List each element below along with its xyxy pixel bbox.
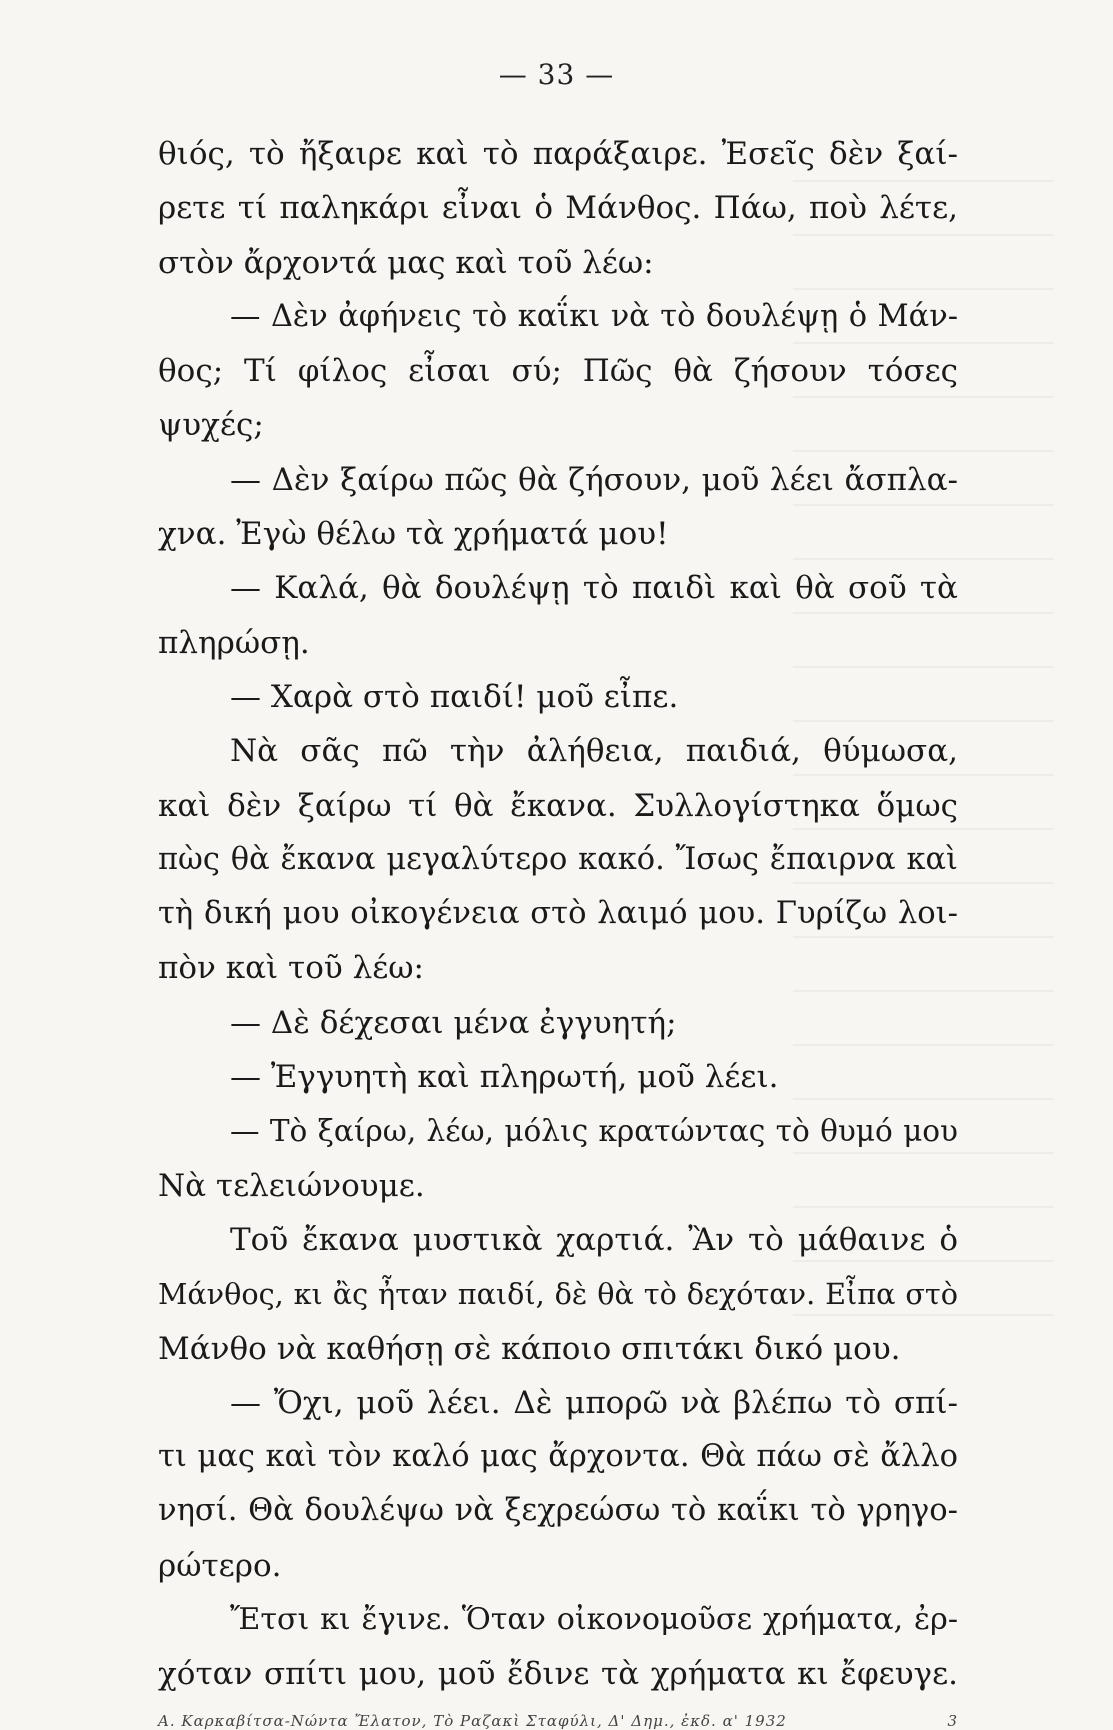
footer-signature-line bbox=[158, 1712, 958, 1730]
text-line: Τοῦ ἔκανα μυστικὰ χαρτιά. Ἂν τὸ μάθαινε ὁ bbox=[230, 1221, 958, 1258]
text-line: τι μας καὶ τὸν καλό μας ἄρχοντα. Θὰ πάω σὲ ἄλλο bbox=[158, 1439, 958, 1475]
text-line: — Χαρὰ στὸ παιδί! μοῦ εἶπε. bbox=[230, 678, 679, 715]
text-line: — Καλά, θὰ δουλέψῃ τὸ παιδὶ καὶ θὰ σοῦ τὰ bbox=[230, 570, 958, 607]
text-line: — Δὲ δέχεσαι μένα ἐγγυητή; bbox=[230, 1004, 677, 1041]
text-line: ρώτερο. bbox=[158, 1547, 282, 1584]
text-line: πὼς θὰ ἔκανα μεγαλύτερο κακό. Ἴσως ἔπαιρνα καὶ bbox=[158, 841, 958, 877]
text-line: νησί. Θὰ δουλέψω νὰ ξεχρεώσω τὸ καΐκι τὸ γρηγο- bbox=[158, 1493, 958, 1529]
text-line: — Ὄχι, μοῦ λέει. Δὲ μπορῶ νὰ βλέπω τὸ σπί- bbox=[230, 1384, 958, 1421]
text-line: χόταν σπίτι μου, μοῦ ἔδινε τὰ χρήματα κι ἔφευγε. bbox=[158, 1656, 958, 1693]
text-line: πληρώσῃ. bbox=[158, 624, 310, 661]
page-number: — 33 — bbox=[498, 58, 615, 91]
text-line: καὶ δὲν ξαίρω τί θὰ ἔκανα. Συλλογίστηκα ὅμως bbox=[158, 787, 958, 824]
text-line: χνα. Ἐγὼ θέλω τὰ χρήματά μου! bbox=[158, 516, 669, 553]
text-line: Μάνθο νὰ καθήσῃ σὲ κάποιο σπιτάκι δικό μου. bbox=[158, 1330, 901, 1367]
text-line: θιός, τὸ ἤξαιρε καὶ τὸ παράξαιρε. Ἐσεῖς δὲν ξαί- bbox=[158, 136, 958, 172]
text-line: Μάνθος, κι ἂς ἦταν παιδί, δὲ θὰ τὸ δεχόταν. Εἶπα στὸ bbox=[158, 1277, 958, 1312]
text-line: πὸν καὶ τοῦ λέω: bbox=[158, 950, 424, 987]
text-line: θος; Τί φίλος εἶσαι σύ; Πῶς θὰ ζήσουν τόσες bbox=[158, 353, 958, 390]
text-line: ρετε τί παληκάρι εἶναι ὁ Μάνθος. Πάω, ποὺ λέτε, bbox=[158, 190, 958, 227]
text-line: τὴ δική μου οἰκογένεια στὸ λαιμό μου. Γυρίζω λοι- bbox=[158, 896, 958, 932]
text-line: στὸν ἄρχοντά μας καὶ τοῦ λέω: bbox=[158, 244, 654, 281]
footer-signature: Α. Καρκαβίτσα-Νώντα Ἔλατον, Τὸ Ραζακὶ Σταφύλι, Δ' Δημ., ἐκδ. α' 1932 bbox=[158, 1712, 787, 1730]
body-text bbox=[158, 127, 958, 1702]
text-line: — Δὲν ξαίρω πῶς θὰ ζήσουν, μοῦ λέει ἄσπλα- bbox=[230, 461, 958, 498]
text-line: — Τὸ ξαίρω, λέω, μόλις κρατώντας τὸ θυμό μου bbox=[230, 1114, 958, 1149]
sheet-number: 3 bbox=[947, 1712, 958, 1730]
text-line: — Δὲν ἀφήνεις τὸ καΐκι νὰ τὸ δουλέψῃ ὁ Μάν- bbox=[230, 298, 958, 334]
text-line: Ἔτσι κι ἔγινε. Ὅταν οἰκονομοῦσε χρήματα, ἐρ- bbox=[230, 1602, 958, 1638]
text-line: Νὰ σᾶς πῶ τὴν ἀλήθεια, παιδιά, θύμωσα, bbox=[230, 733, 958, 770]
text-line: ψυχές; bbox=[158, 407, 264, 444]
text-line: Νὰ τελειώνουμε. bbox=[158, 1167, 425, 1204]
text-line: — Ἐγγυητὴ καὶ πληρωτή, μοῦ λέει. bbox=[230, 1059, 779, 1096]
